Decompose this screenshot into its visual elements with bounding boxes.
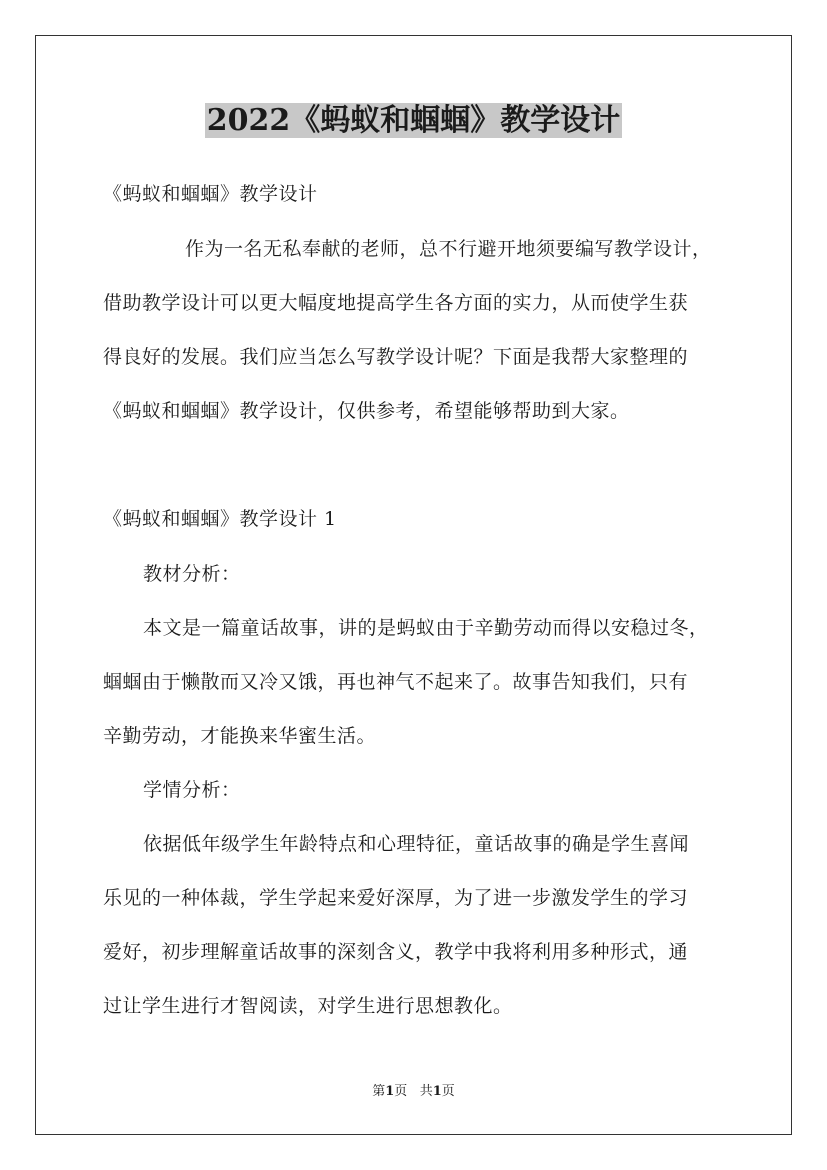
total-prefix: 共 [419, 1084, 433, 1099]
page-prefix: 第 [372, 1084, 386, 1099]
document-title [0, 100, 827, 142]
intro-line: 得良好的发展。我们应当怎么写教学设计呢？下面是我帮大家整理的 [103, 346, 689, 368]
intro-line: 《蚂蚁和蝈蝈》教学设计，仅供参考，希望能够帮助到大家。 [103, 400, 630, 422]
learning-line: 爱好，初步理解童话故事的深刻含义，教学中我将利用多种形式，通 [103, 941, 689, 963]
document-title-text: 2022《蚂蚁和蝈蝈》教学设计 [206, 103, 621, 138]
total-number: 1 [432, 1084, 442, 1099]
material-line: 辛勤劳动，才能换来华蜜生活。 [103, 725, 377, 747]
intro-line: 作为一名无私奉献的老师，总不行避开地须要编写教学设计， [185, 238, 712, 260]
material-line: 蝈蝈由于懒散而又冷又饿，再也神气不起来了。故事告知我们，只有 [103, 671, 689, 693]
page-number: 1 [385, 1084, 395, 1099]
page-suffix: 页 [394, 1084, 408, 1099]
page-footer [0, 1083, 827, 1101]
section-title: 《蚂蚁和蝈蝈》教学设计 1 [103, 508, 337, 530]
total-suffix: 页 [441, 1084, 455, 1099]
learning-line: 乐见的一种体裁，学生学起来爱好深厚，为了进一步激发学生的学习 [103, 887, 689, 909]
learning-line: 过让学生进行才智阅读，对学生进行思想教化。 [103, 995, 513, 1017]
intro-line: 借助教学设计可以更大幅度地提高学生各方面的实力，从而使学生获 [103, 292, 689, 314]
document-subtitle: 《蚂蚁和蝈蝈》教学设计 [103, 183, 318, 205]
learning-heading: 学情分析： [143, 779, 241, 801]
material-heading: 教材分析： [143, 563, 241, 585]
learning-line: 依据低年级学生年龄特点和心理特征，童话故事的确是学生喜闻 [143, 833, 690, 855]
material-line: 本文是一篇童话故事，讲的是蚂蚁由于辛勤劳动而得以安稳过冬， [143, 617, 709, 639]
